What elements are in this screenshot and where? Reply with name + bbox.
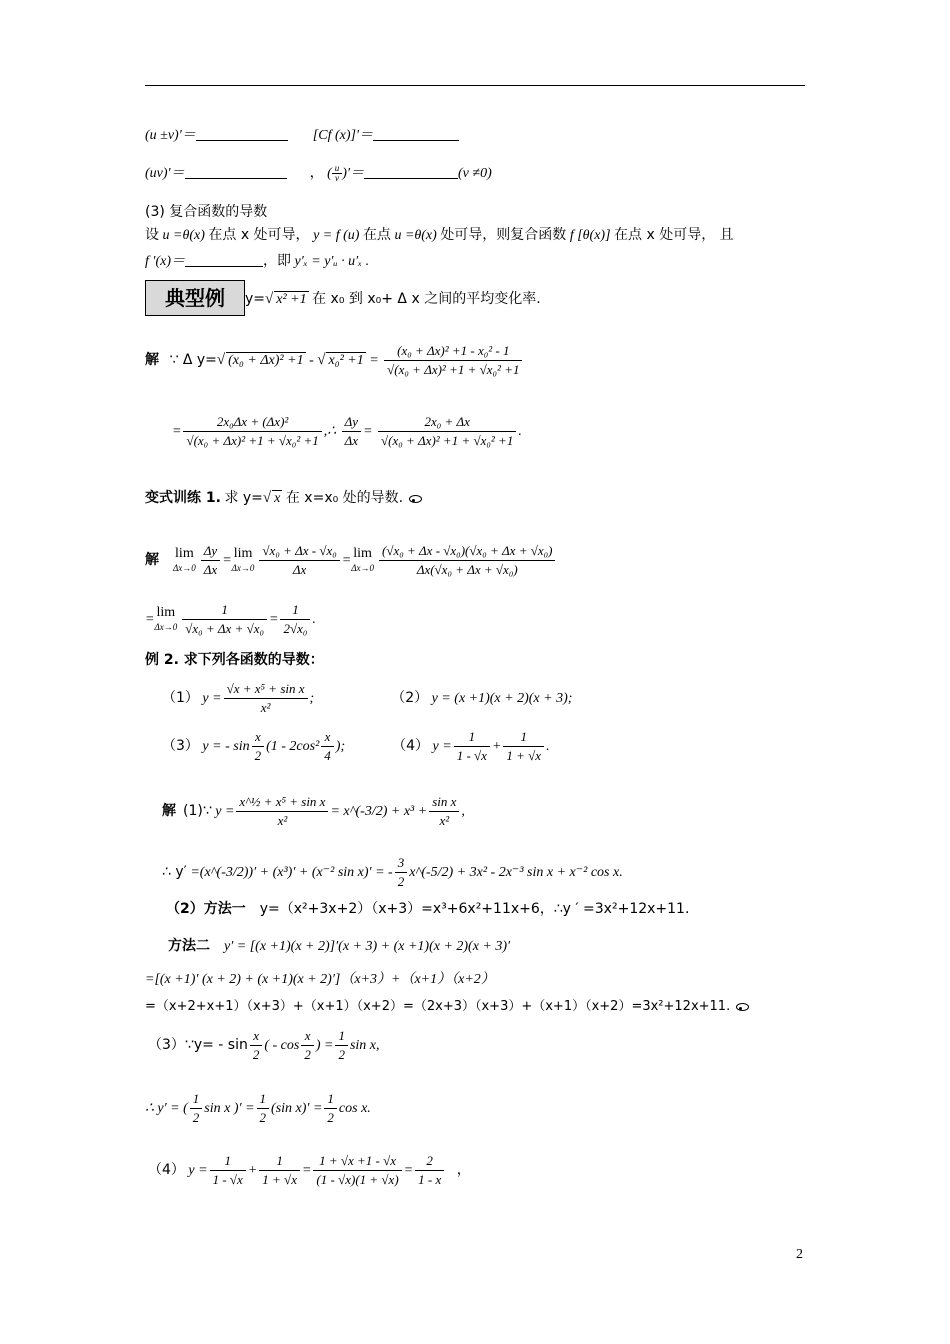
solution2-label: 解	[162, 803, 176, 819]
sv1-fracB	[379, 542, 555, 579]
sol2-s4-eq2: =	[403, 1163, 414, 1178]
sol2-s4-frac1	[210, 1152, 246, 1189]
ex2-p3-f2n: x	[321, 728, 334, 747]
s3-text-i: 在点 x 处可导， 且	[614, 227, 734, 243]
solution-v1-line1	[145, 540, 557, 581]
sol2-s3-d: sin x,	[349, 1038, 380, 1053]
sv1-eq3: =	[145, 612, 155, 627]
sol2-s4-n2: 1	[259, 1152, 300, 1171]
ex2-p4-d1: 1 - √x	[456, 748, 487, 764]
example2-row2	[162, 726, 550, 767]
sol2-s4-n3: 1 + √x +1 - √x	[313, 1152, 401, 1171]
sv1-eq1: =	[222, 553, 232, 568]
sol2-s3-c: ) =	[315, 1038, 334, 1053]
sol1-frac2-den: √(x₀ + Δx)² +1 + √x₀² +1	[186, 433, 319, 449]
solution2-part3	[148, 1025, 380, 1066]
sol2-s1-den: x²	[277, 813, 288, 829]
variant1-text-c: 在 x=x₀ 处的导数.	[285, 490, 404, 506]
sol2-s4-frac2	[259, 1152, 300, 1189]
s3-blank	[185, 252, 263, 267]
sol1-period: .	[518, 424, 522, 439]
sv1-lim2-sub: Δx→0	[231, 562, 255, 573]
solution2-method2-line2	[145, 969, 495, 991]
ex1-radicand: x² +1	[276, 292, 307, 307]
variant1-radicand: x	[274, 491, 281, 506]
sol1-root1: (x₀ + Δx)² +1	[228, 353, 304, 368]
sol2-s4-lhs: y =	[188, 1163, 208, 1178]
ex2-p1-end: ;	[309, 691, 315, 706]
sv1-lim4-text: lim	[156, 604, 176, 620]
product-rule: (uv)′＝	[145, 166, 185, 181]
solution1-label: 解	[145, 352, 159, 368]
sv1-dy: Δy	[201, 542, 220, 561]
sv1-period: .	[312, 612, 316, 627]
sv1-lim3	[351, 547, 374, 575]
sol2-m1-text: y=（x²+3x+2）（x+3）=x³+6x²+11x+6，∴y ′ =3x²+12x+11.	[259, 901, 690, 917]
ex2-p4-n2: 1	[503, 728, 544, 747]
ex2-p1-label: （1）	[162, 690, 199, 706]
sol1-frac1-den: √(x₀ + Δx)² +1 + √x₀² +1	[387, 362, 520, 378]
typical-example-box: 典型例	[145, 280, 245, 316]
sol2-s4-n1: 1	[210, 1152, 246, 1171]
sol1-frac2-num: 2x₀Δx + (Δx)²	[183, 413, 321, 432]
sol2-s1-num2: sin x	[429, 793, 459, 812]
sum-rule: (u ±v)′＝	[145, 128, 196, 143]
sv1-dydx	[201, 542, 220, 579]
section3-line1	[145, 224, 734, 247]
sol2-m1-label: （2）方法一	[166, 901, 246, 917]
sol1-minus: -	[305, 353, 318, 368]
ex2-p4-n1: 1	[454, 728, 490, 747]
sv1-lim4-sub: Δx→0	[154, 621, 178, 632]
sv1-lim3-sub: Δx→0	[351, 562, 375, 573]
sol2-s1-lhs: y =	[215, 804, 235, 819]
section3-title: (3) 复合函数的导数	[145, 204, 268, 220]
solution2-method2-line3	[145, 996, 750, 1018]
sol1-frac3	[378, 413, 516, 450]
sv1-fracD-den: 2√x₀	[283, 621, 308, 637]
ex2-p4-plus: +	[491, 739, 502, 754]
sol2-d1-a: ∴ y′	[162, 864, 187, 880]
ex2-p3-f1n: x	[252, 728, 265, 747]
ex2-p3-a: y = - sin	[202, 739, 250, 754]
solution1-line2: = $\frac{\text{2x₀Δx + (Δx)²}}{\text{√(x₀ + Δx)² +1 + √x₀² +1}}$ ,∴ $\frac{\Delta y}{\Delta x}$ = $\frac{\text{2x₀ + Δx}}{\text{√(x₀ + Δx)² +1 + √x₀² +1}}$ .	[172, 414, 522, 449]
sol2-s3-frac1	[250, 1027, 263, 1064]
s3-fprime: f ′(x)＝	[145, 254, 185, 269]
sv1-eq4: =	[269, 612, 279, 627]
sol2-s3r-hd2: 2	[259, 1110, 267, 1126]
s3-text-e: 在点	[362, 227, 391, 243]
sol2-s3r-hn2: 1	[257, 1090, 270, 1109]
sv1-lim4	[154, 606, 177, 634]
s3-text-a: 设	[145, 227, 159, 243]
ex2-p3-label: （3）	[162, 738, 199, 754]
sol2-d1-b: =(x^(-3/2))′ + (x³)′ + (x⁻² sin x)′ = -	[190, 865, 393, 880]
example2-title: 例 2. 求下列各函数的导数：	[145, 652, 324, 668]
sol1-eq: =	[365, 353, 379, 368]
page-number: 2	[796, 1247, 803, 1262]
sol2-s4-plus: +	[247, 1163, 258, 1178]
ex2-p2-expr: y = (x +1)(x + 2)(x + 3);	[431, 691, 573, 706]
sol2-d1-frac	[395, 854, 408, 891]
sol2-s4-eq1: =	[301, 1163, 312, 1178]
ex2-p3-frac2	[321, 728, 334, 765]
sv1-fracC-num: 1	[182, 601, 267, 620]
sv1-fracA-den: Δx	[292, 562, 307, 578]
sol2-m2-label: 方法二	[168, 938, 210, 954]
sol2-s3-b: ( - cos	[264, 1038, 300, 1053]
sol2-s4-d3: (1 - √x)(1 + √x)	[316, 1172, 399, 1188]
const-rule-blank	[373, 126, 459, 141]
sv1-lim1	[173, 547, 196, 575]
solution2-method2	[168, 935, 510, 958]
ex2-p4-d2: 1 + √x	[506, 748, 542, 764]
sol2-s3r-half1	[190, 1090, 203, 1127]
sol2-s3-frac2	[301, 1027, 314, 1064]
sol2-d1-fn: 3	[395, 854, 408, 873]
sol2-s3-half	[335, 1027, 348, 1064]
example1-statement: y=√ x² +1 在 x₀ 到 x₀+ Δ x 之间的平均变化率.	[245, 291, 541, 307]
solution-v1-line2	[145, 600, 316, 640]
sol2-s3-fn: x	[250, 1027, 263, 1046]
sol2-s3-fd2: 2	[304, 1047, 311, 1063]
sv1-lim1-text: lim	[175, 545, 194, 561]
ex2-p1-lhs: y =	[202, 691, 222, 706]
sol1-frac1-num: (x₀ + Δx)² +1 - x₀² - 1	[384, 342, 522, 361]
const-rule: [Cf (x)]′＝	[312, 128, 374, 143]
sol2-s3r-d: cos x.	[338, 1101, 371, 1116]
sol2-s3r-b: sin x )′ =	[204, 1101, 255, 1116]
ex1-y: y=	[245, 291, 266, 307]
sol1-root2: x₀² +1	[328, 353, 364, 368]
sol2-s3r-hn3: 1	[324, 1090, 337, 1109]
sol2-m2-text: y′ = [(x +1)(x + 2)]′(x + 3) + (x +1)(x + 2)(x + 3)′	[224, 939, 511, 954]
ex2-p4-frac2	[503, 728, 544, 765]
solution2-deriv1	[162, 852, 623, 893]
sol2-d1-fd: 2	[397, 874, 405, 890]
ex2-p4-end: .	[546, 739, 550, 754]
sol2-s3r-half3	[324, 1090, 337, 1127]
quotient-open: (	[327, 166, 332, 181]
sol2-s4-d1: 1 - √x	[212, 1172, 243, 1188]
s3-math-h: f [θ(x)]	[569, 228, 611, 243]
sol1-dx: Δx	[344, 433, 359, 449]
quotient-cond: (v ≠0)	[458, 166, 492, 181]
sol1-frac1	[384, 342, 522, 379]
s3-text-g: 处可导，则复合函数	[440, 227, 567, 243]
pointing-hand-icon-2	[734, 1002, 750, 1012]
sol2-s4-d2: 1 + √x	[262, 1172, 297, 1188]
sol2-s3-hn: 1	[335, 1027, 348, 1046]
quotient-frac	[332, 164, 343, 183]
s3-chain-rule: y′ₓ = y′ᵤ · u′ₓ .	[294, 254, 370, 269]
ex2-p4-lhs: y =	[432, 739, 452, 754]
sol2-s4-frac3	[313, 1152, 401, 1189]
sol2-s3-fd: 2	[252, 1047, 260, 1063]
solution2-method1	[166, 898, 689, 921]
header-rule	[145, 85, 805, 86]
solution2-part4	[148, 1150, 471, 1191]
sol2-s4-n4: 2	[415, 1152, 444, 1171]
ex2-p3-c: );	[335, 739, 346, 754]
s3-math-f: u =θ(x)	[394, 228, 437, 243]
sol2-d1-c: x^(-5/2) + 3x² - 2x⁻³ sin x + x⁻² cos x.	[409, 865, 623, 880]
solution2-part1	[162, 790, 465, 833]
sol2-s1-end: ,	[461, 804, 465, 819]
section3-line2	[145, 250, 369, 273]
sol2-s1-den2: x²	[439, 813, 450, 829]
ex2-p4-label: （4）	[392, 738, 430, 754]
sv1-lim3-text: lim	[353, 545, 372, 561]
product-rule-blank	[185, 164, 287, 179]
ex2-p1-frac	[224, 680, 308, 717]
rules-row-1	[145, 125, 459, 147]
example2-row1	[162, 678, 572, 719]
sol2-s1-frac2	[429, 793, 459, 830]
solution2-part3-result	[145, 1089, 371, 1129]
sol2-s3r-c: (sin x)′ =	[271, 1101, 323, 1116]
sol2-s1-mid: = x^(-3/2) + x³ +	[330, 804, 428, 819]
ex2-p1-num: √x + x⁵ + sin x	[224, 680, 308, 699]
sol1-frac3-den: √(x₀ + Δx)² +1 + √x₀² +1	[381, 433, 514, 449]
sol2-s3r-hn1: 1	[190, 1090, 203, 1109]
solution-v1-label: 解	[145, 552, 159, 568]
s3-math-b: u =θ(x)	[162, 228, 205, 243]
sol2-s1-frac	[236, 793, 328, 830]
sv1-eq2: =	[341, 553, 352, 568]
sol2-s1-num: x^½ + x⁵ + sin x	[236, 793, 328, 812]
quotient-v: v	[335, 173, 340, 184]
ex2-p3-b: (1 - 2cos²	[266, 739, 320, 754]
sol2-s4-end: ，	[456, 1162, 471, 1178]
s3-text-c: 在点 x 处可导，	[208, 227, 310, 243]
sol1-because: ∵ Δ y=	[169, 352, 217, 368]
sol2-s3r-hd1: 2	[192, 1110, 200, 1126]
sol2-s3-fn2: x	[301, 1027, 314, 1046]
rules-sep: ，	[309, 165, 324, 181]
sol2-s4-frac4	[415, 1152, 444, 1189]
variant1-label: 变式训练 1.	[145, 490, 221, 506]
sv1-fracA	[259, 542, 339, 579]
solution1-line1: 解 ∵ Δ y=√ (x₀ + Δx)² +1 - √ x₀² +1 = $\frac{\text{(x₀ + Δx)² +1 - x₀² - 1}}{\text{√(x₀ + Δx)² +1 + √x₀² +1}}$	[145, 340, 524, 381]
sol2-m2-line3: =（x+2+x+1）（x+3）+（x+1）（x+2）=（2x+3）（x+3）+（x+1）（x+2）=3x²+12x+11.	[145, 999, 731, 1014]
rules-row-2	[145, 162, 492, 185]
ex2-p3-f2d: 4	[324, 748, 331, 764]
sv1-fracB-num: (√x₀ + Δx - √x₀)(√x₀ + Δx + √x₀)	[379, 542, 555, 561]
ex2-p2-label: （2）	[391, 690, 429, 706]
quotient-u: u	[332, 164, 343, 174]
sol2-s3r-hd3: 2	[327, 1110, 334, 1126]
sv1-lim2-text: lim	[233, 545, 253, 561]
sv1-fracC-den: √x₀ + Δx + √x₀	[185, 621, 265, 637]
quotient-close: )′＝	[342, 166, 365, 181]
s3-math-d: y = f (u)	[313, 228, 360, 243]
sol1-therefore: ,∴	[323, 424, 337, 439]
ex1-text: 在 x₀ 到 x₀+ Δ x 之间的平均变化率.	[312, 291, 541, 307]
sol1-dydx	[342, 413, 361, 450]
sol2-s3-hd: 2	[338, 1047, 345, 1063]
sol1-dy: Δy	[342, 413, 361, 432]
sv1-lim1-sub: Δx→0	[173, 562, 196, 573]
ex2-p1-den: x²	[260, 700, 271, 716]
sum-rule-blank	[196, 126, 288, 141]
sv1-fracB-den: Δx(√x₀ + Δx + √x₀)	[416, 562, 518, 578]
sol2-s3-a: （3）∵y= - sin	[148, 1037, 248, 1053]
sv1-fracA-num: √x₀ + Δx - √x₀	[259, 542, 339, 561]
sv1-lim2	[232, 547, 255, 575]
sv1-dx: Δx	[203, 562, 218, 578]
sol2-s1-label: (1)∵	[183, 803, 212, 819]
variant1: 变式训练 1. 求 y=√ x 在 x=x₀ 处的导数.	[145, 487, 423, 510]
quotient-blank	[364, 164, 458, 179]
sol2-s4-label: （4）	[148, 1162, 185, 1178]
sol2-s3r-a: ∴ y′ = (	[145, 1101, 188, 1116]
ex2-p3-frac1	[252, 728, 265, 765]
sol1-frac3-num: 2x₀ + Δx	[378, 413, 516, 432]
sol2-s3r-half2	[257, 1090, 270, 1127]
variant1-text-a: 求 y=	[224, 490, 263, 506]
pointing-hand-icon	[407, 494, 423, 504]
ex2-p4-frac1	[454, 728, 490, 765]
sv1-fracD	[280, 601, 310, 638]
sol2-m2-line2: =[(x +1)′ (x + 2) + (x +1)(x + 2)′]（x+3）+（x+1）（x+2）	[145, 972, 495, 987]
ex2-p3-f1d: 2	[254, 748, 262, 764]
sv1-fracD-num: 1	[280, 601, 310, 620]
sol1-frac2	[183, 413, 321, 450]
s3-namely: ，即	[263, 253, 291, 269]
sv1-fracC	[182, 601, 267, 638]
sol2-s4-d4: 1 - x	[418, 1172, 442, 1188]
